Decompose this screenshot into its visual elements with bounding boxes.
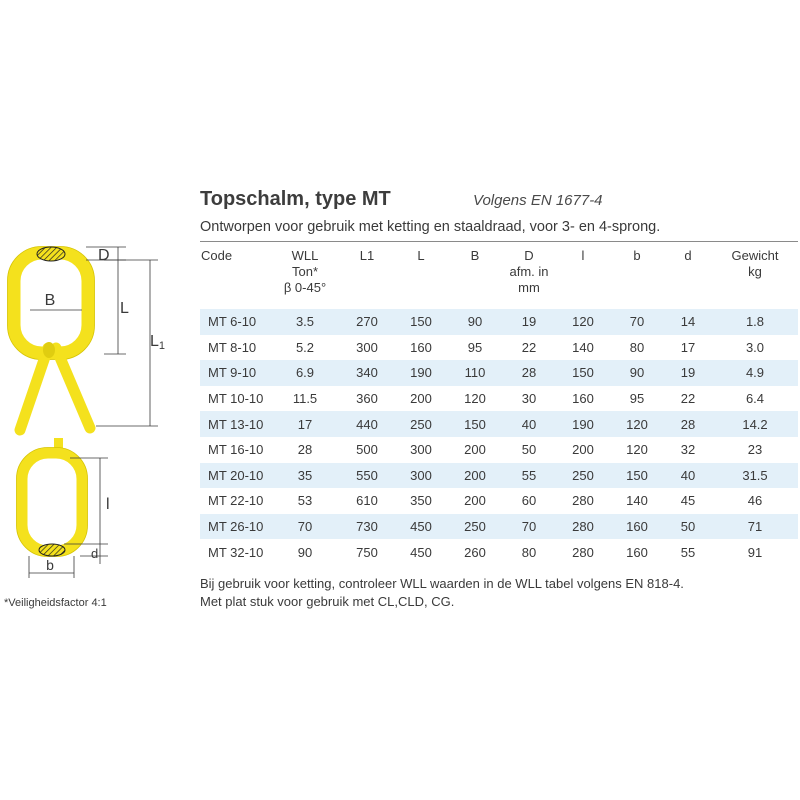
header-wll-line1: WLL — [291, 248, 319, 263]
cell-d-small: 40 — [664, 463, 712, 489]
table-row — [200, 309, 798, 335]
cell-l: 450 — [410, 544, 432, 560]
header-l1-line1: L1 — [359, 248, 375, 263]
cell-l-small: 140 — [572, 339, 594, 355]
cell-code: MT 26-10 — [200, 514, 270, 540]
cell-d-small: 32 — [680, 442, 696, 458]
cell-l: 150 — [394, 309, 448, 335]
cell-b: 150 — [448, 411, 502, 437]
master-link-drawing — [8, 247, 95, 433]
cell-b: 200 — [464, 442, 486, 458]
cell-b: 120 — [464, 391, 486, 407]
cell-d-small: 19 — [664, 360, 712, 386]
cell-l1: 500 — [356, 442, 378, 458]
label-B: B — [44, 292, 56, 309]
header-divider — [200, 241, 798, 242]
product-diagram — [0, 230, 200, 610]
cell-l: 190 — [394, 360, 448, 386]
cell-b: 250 — [448, 514, 502, 540]
cell-weight: 91 — [747, 544, 763, 560]
cell-d-small: 55 — [680, 544, 696, 560]
cell-l-small: 280 — [556, 514, 610, 540]
cell-d-small: 45 — [680, 493, 696, 509]
cell-weight: 6.4 — [745, 391, 765, 407]
header-l1 — [340, 244, 394, 309]
title-row — [200, 188, 800, 218]
cell-weight: 14.2 — [712, 411, 798, 437]
cell-d-small: 50 — [664, 514, 712, 540]
cell-l-small: 160 — [572, 391, 594, 407]
table-row — [200, 539, 798, 565]
cell-b-small: 140 — [626, 493, 648, 509]
header-wll-line2: Ton* — [291, 264, 319, 279]
table-body — [200, 309, 798, 565]
product-standard: Volgens EN 1677-4 — [473, 192, 603, 209]
cell-code: MT 22-10 — [208, 493, 264, 509]
cell-l1: 440 — [340, 411, 394, 437]
cell-d: 80 — [521, 544, 537, 560]
label-b: b — [46, 557, 54, 573]
cell-d-small: 28 — [664, 411, 712, 437]
table-header-row — [200, 244, 798, 309]
table-row — [200, 386, 798, 412]
cell-l: 200 — [410, 391, 432, 407]
header-l-small-line1: l — [581, 248, 585, 263]
cell-d: 40 — [502, 411, 556, 437]
cell-wll: 28 — [297, 442, 313, 458]
label-L1: L1 — [150, 333, 166, 352]
cell-l1: 340 — [340, 360, 394, 386]
cell-b: 90 — [448, 309, 502, 335]
cell-wll: 17 — [270, 411, 340, 437]
note-wll: Bij gebruik voor ketting, controleer WLL waarden in de WLL tabel volgens EN 818-4. — [200, 576, 684, 591]
header-d-small-line1: d — [684, 248, 692, 263]
sub-link-drawing — [17, 438, 88, 557]
header-l-line1: L — [417, 248, 425, 263]
cell-b-small: 150 — [610, 463, 664, 489]
cell-code: MT 9-10 — [200, 360, 270, 386]
cell-b: 110 — [448, 360, 502, 386]
header-weight-line2: kg — [748, 264, 762, 279]
cell-code: MT 8-10 — [208, 339, 257, 355]
table-row — [200, 335, 798, 361]
label-l: l — [106, 496, 110, 513]
cell-d: 30 — [521, 391, 537, 407]
label-d: d — [91, 546, 99, 561]
cell-b: 260 — [464, 544, 486, 560]
cell-weight: 31.5 — [712, 463, 798, 489]
cell-d-small: 22 — [680, 391, 696, 407]
cell-b-small: 90 — [610, 360, 664, 386]
header-l-small — [556, 244, 610, 309]
header-d-small — [664, 244, 712, 309]
header-b — [448, 244, 502, 309]
cell-d-small: 14 — [664, 309, 712, 335]
cell-wll: 6.9 — [270, 360, 340, 386]
cell-l: 450 — [394, 514, 448, 540]
cell-l1: 360 — [356, 391, 378, 407]
header-weight-line1: Gewicht — [731, 248, 779, 263]
cell-weight: 23 — [747, 442, 763, 458]
table-row — [200, 463, 798, 489]
cell-l1: 730 — [340, 514, 394, 540]
cell-code: MT 10-10 — [208, 391, 264, 407]
note-flat-piece: Met plat stuk voor gebruik met CL,CLD, CG. — [200, 594, 455, 609]
cell-l1: 750 — [356, 544, 378, 560]
cell-wll: 53 — [297, 493, 313, 509]
cell-l: 350 — [410, 493, 432, 509]
header-weight — [712, 244, 798, 309]
header-d-line1: D — [524, 248, 534, 263]
cross-section-bottom — [39, 544, 65, 556]
cell-b-small: 95 — [629, 391, 645, 407]
header-b-small-line1: b — [633, 248, 641, 263]
cell-l: 300 — [394, 463, 448, 489]
table-row — [200, 360, 798, 386]
cell-d: 60 — [521, 493, 537, 509]
table-row — [200, 514, 798, 540]
cell-l: 160 — [410, 339, 432, 355]
cell-d: 19 — [502, 309, 556, 335]
spec-table — [200, 244, 798, 565]
cell-b-small: 70 — [610, 309, 664, 335]
cell-code: MT 16-10 — [208, 442, 264, 458]
cell-b-small: 160 — [610, 514, 664, 540]
header-wll-line3: β 0-45° — [283, 280, 327, 295]
cell-l1: 300 — [356, 339, 378, 355]
cell-d: 70 — [502, 514, 556, 540]
header-code-line1: Code — [201, 248, 233, 263]
product-title: Topschalm, type MT — [200, 188, 391, 210]
label-D: D — [98, 247, 110, 264]
cell-d: 55 — [502, 463, 556, 489]
header-b-line1: B — [470, 248, 480, 263]
cell-wll: 70 — [270, 514, 340, 540]
cell-l-small: 120 — [556, 309, 610, 335]
cell-code: MT 20-10 — [200, 463, 270, 489]
table-row — [200, 437, 798, 463]
cell-l: 300 — [410, 442, 432, 458]
cell-l-small: 280 — [572, 544, 594, 560]
cell-l-small: 250 — [556, 463, 610, 489]
cell-l: 250 — [394, 411, 448, 437]
header-code — [200, 244, 270, 309]
cell-l-small: 150 — [556, 360, 610, 386]
label-L: L — [120, 300, 129, 317]
safety-footnote: *Veiligheidsfactor 4:1 — [4, 597, 107, 609]
cell-wll: 11.5 — [292, 391, 318, 407]
cell-wll: 5.2 — [295, 339, 315, 355]
cell-wll: 35 — [270, 463, 340, 489]
cell-b: 200 — [464, 493, 486, 509]
cell-d: 28 — [502, 360, 556, 386]
cell-b-small: 120 — [626, 442, 648, 458]
header-wll — [270, 244, 340, 309]
cell-weight: 4.9 — [712, 360, 798, 386]
cell-wll: 3.5 — [270, 309, 340, 335]
cell-l1: 610 — [356, 493, 378, 509]
cell-code: MT 6-10 — [200, 309, 270, 335]
cell-l-small: 190 — [556, 411, 610, 437]
table-row — [200, 488, 798, 514]
cell-weight: 3.0 — [745, 339, 765, 355]
header-l — [394, 244, 448, 309]
cell-weight: 71 — [712, 514, 798, 540]
cell-b: 200 — [448, 463, 502, 489]
cell-d: 50 — [521, 442, 537, 458]
cell-weight: 46 — [747, 493, 763, 509]
product-subtitle: Ontworpen voor gebruik met ketting en staaldraad, voor 3- en 4-sprong. — [200, 219, 661, 235]
cell-b-small: 80 — [629, 339, 645, 355]
table-row — [200, 411, 798, 437]
cell-d-small: 17 — [680, 339, 696, 355]
cell-l-small: 280 — [572, 493, 594, 509]
cell-weight: 1.8 — [712, 309, 798, 335]
header-d-line2: afm. in mm — [509, 264, 549, 295]
cross-section-top — [37, 247, 65, 261]
header-d — [502, 244, 556, 309]
cell-l-small: 200 — [572, 442, 594, 458]
header-b-small — [610, 244, 664, 309]
cell-d: 22 — [521, 339, 537, 355]
cell-l1: 550 — [340, 463, 394, 489]
cell-b-small: 160 — [626, 544, 648, 560]
cell-wll: 90 — [297, 544, 313, 560]
cell-l1: 270 — [340, 309, 394, 335]
cell-b-small: 120 — [610, 411, 664, 437]
cell-code: MT 32-10 — [208, 544, 264, 560]
cell-code: MT 13-10 — [200, 411, 270, 437]
cell-b: 95 — [467, 339, 483, 355]
